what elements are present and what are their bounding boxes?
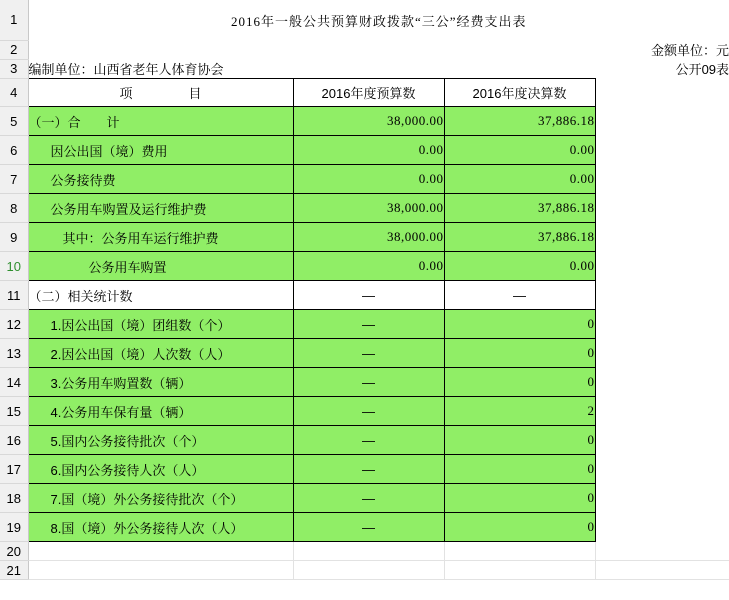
row-header-19[interactable]: 19 bbox=[0, 513, 28, 542]
cell-e8 bbox=[595, 194, 729, 223]
table-row bbox=[0, 455, 729, 484]
row-header-18[interactable]: 18 bbox=[0, 484, 28, 513]
row-header-2[interactable]: 2 bbox=[0, 40, 28, 59]
row-header-3[interactable]: 3 bbox=[0, 59, 28, 79]
row-label: （二）相关统计数 bbox=[28, 281, 293, 310]
row-budget-value: — bbox=[293, 339, 444, 368]
row-final-value: 2 bbox=[444, 397, 595, 426]
row-budget-value: 0.00 bbox=[293, 136, 444, 165]
row-budget-value: 0.00 bbox=[293, 165, 444, 194]
cell-e6 bbox=[595, 136, 729, 165]
row-final-value: — bbox=[444, 281, 595, 310]
cell-e7 bbox=[595, 165, 729, 194]
table-row bbox=[0, 484, 729, 513]
cell-e20[interactable] bbox=[595, 542, 729, 561]
row-final-value: 0 bbox=[444, 310, 595, 339]
table-row bbox=[0, 136, 729, 165]
column-header-budget: 2016年度预算数 bbox=[293, 79, 444, 107]
cell-b20[interactable] bbox=[28, 542, 293, 561]
row-budget-value: — bbox=[293, 513, 444, 542]
row-header-15[interactable]: 15 bbox=[0, 397, 28, 426]
cell-e13 bbox=[595, 339, 729, 368]
cell-e14 bbox=[595, 368, 729, 397]
table-row bbox=[0, 310, 729, 339]
row-budget-value: — bbox=[293, 484, 444, 513]
row-budget-value: — bbox=[293, 426, 444, 455]
cell-e10 bbox=[595, 252, 729, 281]
row-header-8[interactable]: 8 bbox=[0, 194, 28, 223]
row-final-value: 0.00 bbox=[444, 136, 595, 165]
row-label: 8.国（境）外公务接待人次（人） bbox=[28, 513, 293, 542]
row-4 bbox=[0, 79, 729, 107]
cell-e15 bbox=[595, 397, 729, 426]
row-header-16[interactable]: 16 bbox=[0, 426, 28, 455]
row-2 bbox=[0, 40, 729, 59]
row-final-value: 0 bbox=[444, 484, 595, 513]
row-label: 公务接待费 bbox=[28, 165, 293, 194]
cell-e18 bbox=[595, 484, 729, 513]
form-number-label: 公开09表 bbox=[444, 59, 729, 79]
cell-d20[interactable] bbox=[444, 542, 595, 561]
row-label: 其中：公务用车运行维护费 bbox=[28, 223, 293, 252]
row-budget-value: — bbox=[293, 455, 444, 484]
row-header-21[interactable]: 21 bbox=[0, 561, 28, 580]
table-row bbox=[0, 223, 729, 252]
row-20 bbox=[0, 542, 729, 561]
row-final-value: 37,886.18 bbox=[444, 223, 595, 252]
table-row bbox=[0, 368, 729, 397]
column-header-item: 项 目 bbox=[28, 79, 293, 107]
cell-c21[interactable] bbox=[293, 561, 444, 580]
row-header-5[interactable]: 5 bbox=[0, 107, 28, 136]
row-final-value: 0.00 bbox=[444, 165, 595, 194]
cell-e9 bbox=[595, 223, 729, 252]
cell-b21[interactable] bbox=[28, 561, 293, 580]
table-row bbox=[0, 107, 729, 136]
row-final-value: 0 bbox=[444, 339, 595, 368]
row-header-11[interactable]: 11 bbox=[0, 281, 28, 310]
row-3 bbox=[0, 59, 729, 79]
cell-e17 bbox=[595, 455, 729, 484]
table-row bbox=[0, 252, 729, 281]
row-final-value: 0 bbox=[444, 368, 595, 397]
table-row bbox=[0, 339, 729, 368]
row-label: （一）合 计 bbox=[28, 107, 293, 136]
row-label: 6.国内公务接待人次（人） bbox=[28, 455, 293, 484]
row-label: 4.公务用车保有量（辆） bbox=[28, 397, 293, 426]
row-header-6[interactable]: 6 bbox=[0, 136, 28, 165]
cell-c2 bbox=[293, 40, 444, 59]
row-label: 2.因公出国（境）人次数（人） bbox=[28, 339, 293, 368]
cell-e11 bbox=[595, 281, 729, 310]
column-header-final: 2016年度决算数 bbox=[444, 79, 595, 107]
table-row bbox=[0, 426, 729, 455]
row-final-value: 0 bbox=[444, 513, 595, 542]
row-header-7[interactable]: 7 bbox=[0, 165, 28, 194]
row-header-14[interactable]: 14 bbox=[0, 368, 28, 397]
row-budget-value: 0.00 bbox=[293, 252, 444, 281]
row-final-value: 0 bbox=[444, 455, 595, 484]
row-budget-value: 38,000.00 bbox=[293, 194, 444, 223]
row-header-4[interactable]: 4 bbox=[0, 79, 28, 107]
row-budget-value: — bbox=[293, 281, 444, 310]
cell-b2 bbox=[28, 40, 293, 59]
cell-e19 bbox=[595, 513, 729, 542]
table-row bbox=[0, 281, 729, 310]
row-budget-value: 38,000.00 bbox=[293, 223, 444, 252]
cell-d21[interactable] bbox=[444, 561, 595, 580]
row-label: 公务用车购置及运行维护费 bbox=[28, 194, 293, 223]
row-label: 7.国（境）外公务接待批次（个） bbox=[28, 484, 293, 513]
row-label: 因公出国（境）费用 bbox=[28, 136, 293, 165]
row-budget-value: — bbox=[293, 397, 444, 426]
table-row bbox=[0, 513, 729, 542]
row-label: 3.公务用车购置数（辆） bbox=[28, 368, 293, 397]
row-header-20[interactable]: 20 bbox=[0, 542, 28, 561]
row-label: 公务用车购置 bbox=[28, 252, 293, 281]
row-header-17[interactable]: 17 bbox=[0, 455, 28, 484]
row-final-value: 0 bbox=[444, 426, 595, 455]
document-title: 2016年一般公共预算财政拨款“三公”经费支出表 bbox=[231, 13, 527, 29]
amount-unit-label: 金额单位：元 bbox=[444, 40, 729, 59]
table-row bbox=[0, 194, 729, 223]
row-21 bbox=[0, 561, 729, 580]
row-header-12[interactable]: 12 bbox=[0, 310, 28, 339]
row-header-9[interactable]: 9 bbox=[0, 223, 28, 252]
row-label: 1.因公出国（境）团组数（个） bbox=[28, 310, 293, 339]
row-budget-value: — bbox=[293, 310, 444, 339]
row-label: 5.国内公务接待批次（个） bbox=[28, 426, 293, 455]
cell-e21[interactable] bbox=[595, 561, 729, 580]
prepared-by-label: 编制单位：山西省老年人体育协会 bbox=[28, 59, 444, 79]
table-row bbox=[0, 165, 729, 194]
cell-e16 bbox=[595, 426, 729, 455]
row-header-1[interactable]: 1 bbox=[0, 0, 28, 40]
row-1 bbox=[0, 0, 729, 40]
cell-e5 bbox=[595, 107, 729, 136]
row-budget-value: 38,000.00 bbox=[293, 107, 444, 136]
row-header-13[interactable]: 13 bbox=[0, 339, 28, 368]
row-budget-value: — bbox=[293, 368, 444, 397]
table-row bbox=[0, 397, 729, 426]
cell-e12 bbox=[595, 310, 729, 339]
cell-e4 bbox=[595, 79, 729, 107]
row-header-10[interactable]: 10 bbox=[0, 252, 28, 281]
cell-c20[interactable] bbox=[293, 542, 444, 561]
row-final-value: 0.00 bbox=[444, 252, 595, 281]
row-final-value: 37,886.18 bbox=[444, 194, 595, 223]
row-final-value: 37,886.18 bbox=[444, 107, 595, 136]
